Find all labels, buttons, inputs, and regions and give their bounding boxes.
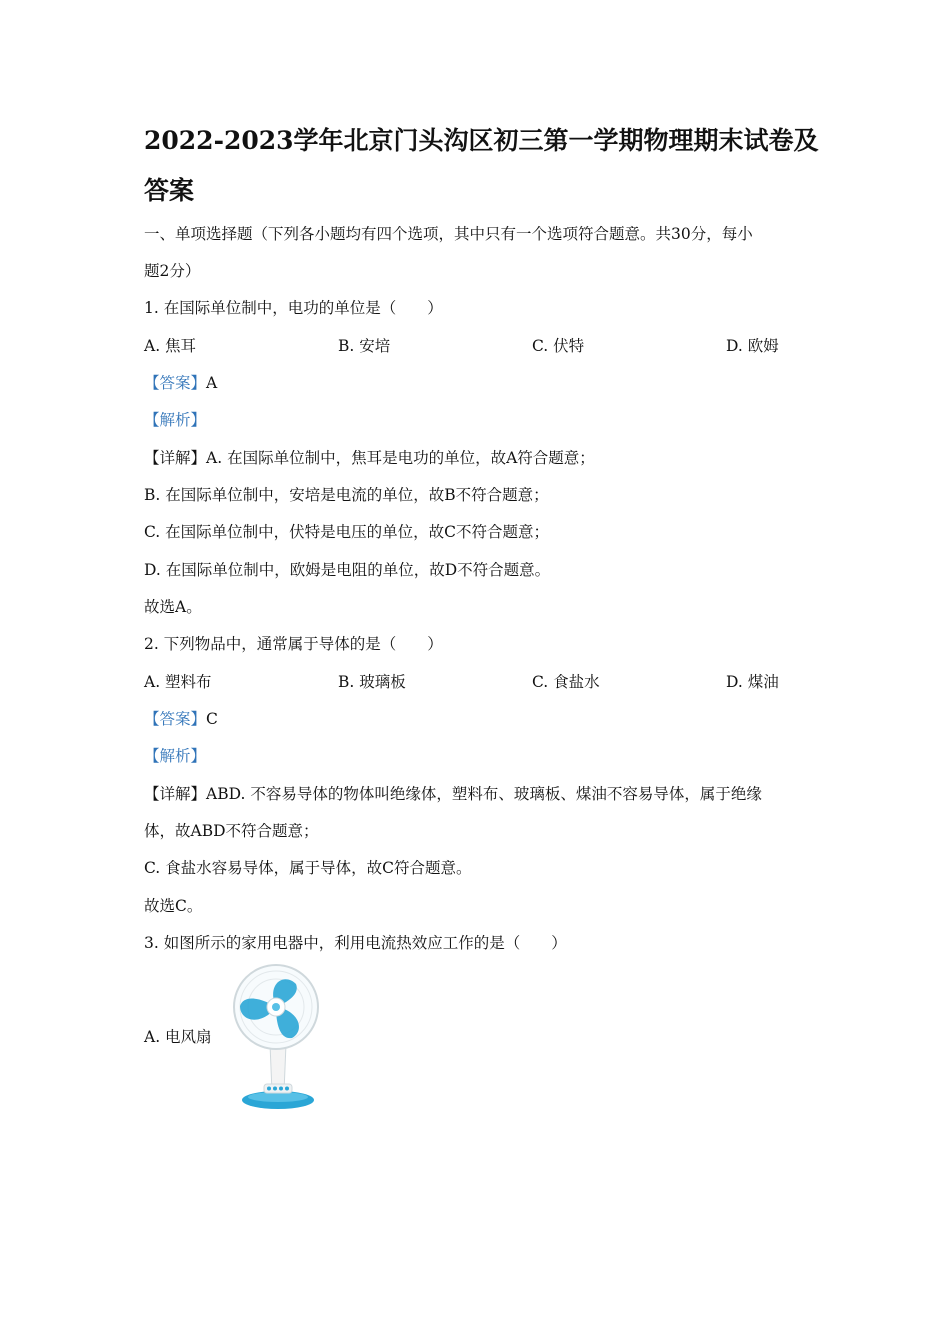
answer-tag: 【答案】 bbox=[144, 710, 207, 728]
q2-detail-1 bbox=[144, 784, 762, 804]
document-title-line-1: 2022-2023学年北京门头沟区初三第一学期物理期末试卷及 bbox=[144, 126, 819, 155]
q2-detail-2: 体，故ABD不符合题意； bbox=[144, 822, 319, 840]
q1-answer bbox=[144, 373, 217, 393]
q1-option-a: A. 焦耳 bbox=[144, 337, 197, 355]
q1-detail-2: B. 在国际单位制中，安培是电流的单位，故B不符合题意； bbox=[144, 486, 549, 504]
q3-option-a: A. 电风扇 bbox=[144, 1028, 212, 1046]
q1-answer-value: A bbox=[206, 374, 218, 392]
q1-detail-1 bbox=[144, 448, 595, 468]
q2-conclusion: 故选C。 bbox=[144, 897, 203, 915]
q2-option-b: B. 玻璃板 bbox=[338, 673, 406, 691]
q2-option-d: D. 煤油 bbox=[726, 673, 779, 691]
q1-detail-3: C. 在国际单位制中，伏特是电压的单位，故C不符合题意； bbox=[144, 523, 550, 541]
q1-detail-text-1: A. 在国际单位制中，焦耳是电功的单位，故A符合题意； bbox=[206, 449, 595, 467]
q3-stem: 3. 如图所示的家用电器中，利用电流热效应工作的是（ ） bbox=[144, 934, 567, 952]
detail-tag: 【详解】 bbox=[144, 449, 207, 467]
q2-stem: 2. 下列物品中，通常属于导体的是（ ） bbox=[144, 635, 443, 653]
detail-tag: 【详解】 bbox=[144, 785, 207, 803]
q1-stem: 1. 在国际单位制中，电功的单位是（ ） bbox=[144, 299, 443, 317]
answer-tag: 【答案】 bbox=[144, 374, 207, 392]
q2-analysis-tag: 【解析】 bbox=[144, 747, 207, 765]
q1-analysis-tag: 【解析】 bbox=[144, 411, 207, 429]
q2-answer bbox=[144, 709, 218, 729]
section-heading-cont: 题2分） bbox=[144, 262, 201, 280]
q1-option-c: C. 伏特 bbox=[532, 337, 585, 355]
q1-detail-4: D. 在国际单位制中，欧姆是电阻的单位，故D不符合题意。 bbox=[144, 561, 551, 579]
document-title-line-2: 答案 bbox=[144, 176, 195, 205]
q2-detail-text-1: ABD. 不容易导体的物体叫绝缘体，塑料布、玻璃板、煤油不容易导体，属于绝缘 bbox=[206, 785, 762, 803]
q2-answer-value: C bbox=[206, 710, 218, 728]
q1-conclusion: 故选A。 bbox=[144, 598, 202, 616]
q2-option-a: A. 塑料布 bbox=[144, 673, 212, 691]
q1-option-b: B. 安培 bbox=[338, 337, 391, 355]
q1-option-d: D. 欧姆 bbox=[726, 337, 779, 355]
q2-detail-3: C. 食盐水容易导体，属于导体，故C符合题意。 bbox=[144, 859, 472, 877]
q2-option-c: C. 食盐水 bbox=[532, 673, 600, 691]
section-heading: 一、单项选择题（下列各小题均有四个选项，其中只有一个选项符合题意。共30分，每小 bbox=[144, 225, 753, 243]
electric-fan-icon bbox=[226, 964, 326, 1110]
